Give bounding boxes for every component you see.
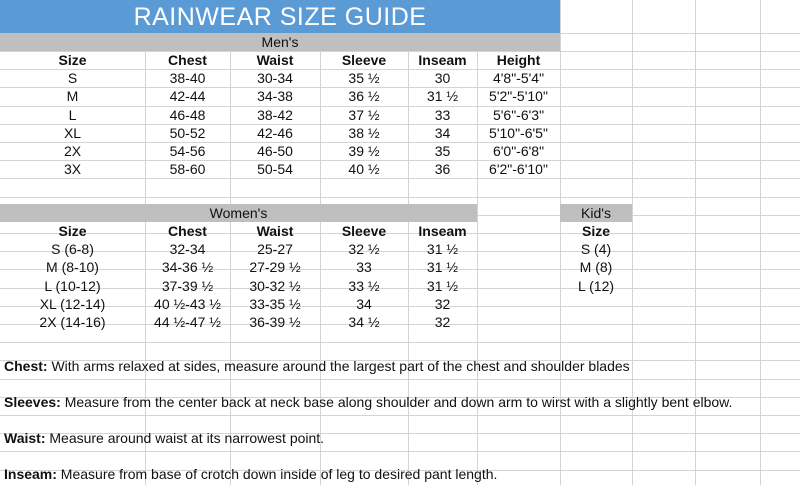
womens-column-header: Inseam: [418, 223, 467, 239]
mens-table-cell: 50-52: [169, 124, 206, 141]
womens-table-cell: 32: [434, 314, 451, 330]
mens-column-header: Size: [58, 52, 87, 68]
womens-column-header: Sleeve: [341, 223, 387, 239]
kids-header: Kid's: [560, 204, 632, 222]
womens-table-cell: 44 ½-47 ½: [154, 314, 221, 330]
note-sleeves-text: Measure from the center back at neck base along shoulder and down arm to wirst with a slightly bent elbow.: [60, 394, 733, 410]
note-sleeves-label: Sleeves:: [4, 394, 61, 410]
mens-table-cell: 42-44: [169, 88, 206, 105]
mens-column-header: Chest: [168, 52, 207, 68]
womens-table-cell: L (10-12): [44, 277, 101, 294]
kids-column-header: Size: [581, 223, 610, 239]
mens-table-cell: 40 ½: [348, 161, 380, 178]
kids-table-cell: S (4): [580, 241, 612, 258]
mens-table-cell: 33: [434, 106, 451, 123]
womens-table-cell: 31 ½: [426, 259, 459, 276]
mens-table-cell: 6'2"-6'10": [489, 161, 548, 178]
womens-table-cell: XL (12-14): [39, 295, 106, 312]
mens-table-cell: 30: [434, 70, 451, 87]
mens-table-cell: S: [67, 70, 78, 87]
note-waist-label: Waist:: [4, 430, 46, 446]
womens-table-cell: 32 ½: [348, 241, 380, 258]
womens-table-cell: 33-35 ½: [249, 295, 301, 312]
mens-table-cell: 36: [434, 161, 451, 178]
note-chest-label: Chest:: [4, 358, 48, 374]
mens-table-cell: 50-54: [257, 161, 293, 178]
womens-table-cell: 31 ½: [426, 241, 459, 258]
mens-table-cell: 46-50: [257, 143, 293, 159]
womens-table-cell: 34 ½: [348, 314, 380, 330]
page-title: RAINWEAR SIZE GUIDE: [0, 0, 560, 33]
womens-table-cell: 25-27: [257, 241, 293, 258]
mens-table-cell: 42-46: [257, 124, 293, 141]
mens-table-cell: L: [68, 106, 77, 123]
mens-table-cell: 6'0"-6'8": [492, 143, 545, 159]
mens-table-cell: 35 ½: [348, 70, 380, 87]
womens-column-header: Waist: [256, 223, 294, 239]
womens-table-cell: 33 ½: [348, 277, 380, 294]
mens-table-cell: XL: [63, 124, 82, 141]
womens-table-cell: 36-39 ½: [249, 314, 301, 330]
mens-table-cell: 39 ½: [348, 143, 380, 159]
mens-table-cell: 34-38: [257, 88, 293, 105]
womens-header: Women's: [0, 204, 477, 222]
mens-table-cell: 5'6"-6'3": [492, 106, 545, 123]
kids-table-cell: L (12): [577, 277, 615, 294]
womens-table-cell: 33: [356, 259, 372, 276]
note-chest: [0, 357, 800, 377]
mens-table-cell: 37 ½: [348, 106, 380, 123]
mens-column-header: Sleeve: [341, 52, 387, 68]
mens-table-cell: M: [66, 88, 79, 105]
note-inseam: [0, 465, 800, 485]
mens-table-cell: 5'2"-5'10": [489, 88, 548, 105]
womens-table-cell: 31 ½: [426, 277, 459, 294]
womens-table-cell: 32-34: [169, 241, 206, 258]
mens-table-cell: 38 ½: [348, 124, 380, 141]
note-inseam-label: Inseam:: [4, 466, 57, 482]
mens-header: Men's: [0, 33, 560, 51]
mens-table-cell: 31 ½: [426, 88, 459, 105]
mens-table-cell: 58-60: [169, 161, 206, 178]
womens-table-cell: 2X (14-16): [39, 314, 106, 330]
womens-table-cell: M (8-10): [46, 259, 99, 276]
mens-table-cell: 38-40: [169, 70, 206, 87]
note-inseam-text: Measure from base of crotch down inside of leg to desired pant length.: [56, 466, 498, 482]
womens-column-header: Size: [58, 223, 87, 239]
mens-table-cell: 3X: [63, 161, 82, 178]
note-waist-text: Measure around waist at its narrowest point.: [45, 430, 325, 446]
mens-table-cell: 4'8"-5'4": [492, 70, 545, 87]
womens-table-cell: 40 ½-43 ½: [154, 295, 221, 312]
mens-table-cell: 54-56: [169, 143, 206, 159]
womens-table-cell: 37-39 ½: [161, 277, 214, 294]
womens-table-cell: 34-36 ½: [161, 259, 214, 276]
womens-table-cell: 27-29 ½: [249, 259, 301, 276]
mens-table-cell: 2X: [63, 143, 82, 159]
mens-table-cell: 30-34: [257, 70, 293, 87]
mens-table-cell: 5'10"-6'5": [489, 124, 548, 141]
womens-table-cell: S (6-8): [51, 241, 94, 258]
womens-table-cell: 32: [434, 295, 451, 312]
womens-table-cell: 30-32 ½: [249, 277, 301, 294]
note-sleeves: [0, 393, 800, 413]
womens-column-header: Chest: [168, 223, 207, 239]
note-waist: [0, 429, 800, 449]
mens-table-cell: 34: [434, 124, 451, 141]
kids-table-cell: M (8): [579, 259, 613, 276]
womens-table-cell: 34: [356, 295, 372, 312]
mens-table-cell: 46-48: [169, 106, 206, 123]
mens-table-cell: 35: [434, 143, 451, 159]
mens-column-header: Height: [496, 52, 541, 68]
mens-table-cell: 36 ½: [348, 88, 380, 105]
mens-table-cell: 38-42: [257, 106, 293, 123]
note-chest-text: With arms relaxed at sides, measure around the largest part of the chest and shoulder blades: [47, 358, 630, 374]
mens-column-header: Waist: [256, 52, 294, 68]
mens-column-header: Inseam: [418, 52, 467, 68]
